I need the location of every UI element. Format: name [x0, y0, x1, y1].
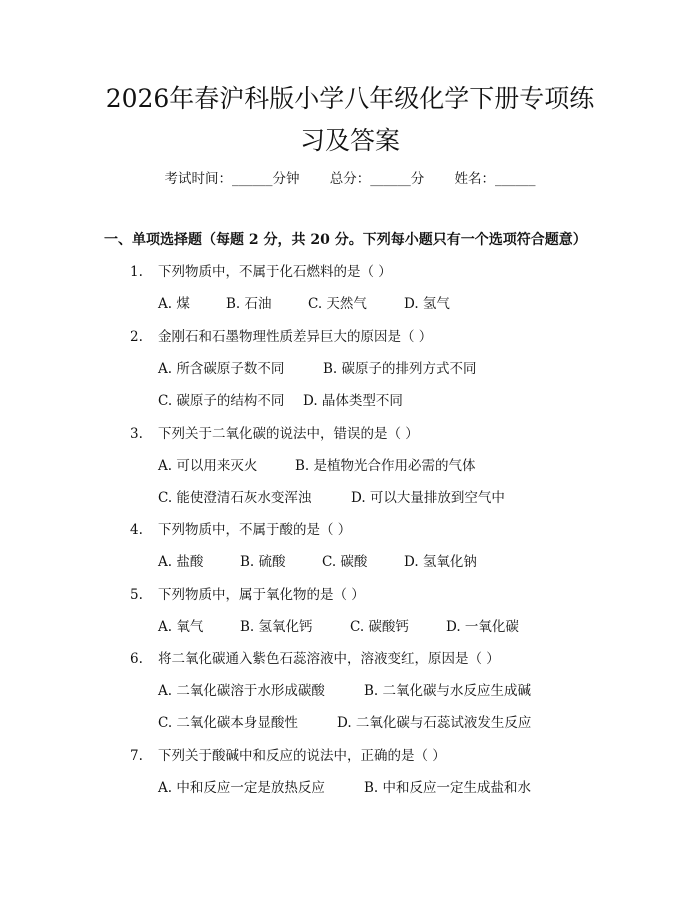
exam-score: 总分：______分 [329, 171, 425, 187]
option-b: B. 是植物光合作用必需的气体 [295, 458, 476, 474]
exam-time: 考试时间：______分钟 [164, 171, 300, 187]
question-text: 金刚石和石墨物理性质差异巨大的原因是（ ） [158, 329, 433, 345]
question-number: 5. [130, 587, 143, 603]
question-number: 7. [130, 748, 143, 764]
question-6-options-row-2 [158, 711, 531, 731]
option-d: D. 可以大量排放到空气中 [351, 490, 505, 506]
title-line-2: 习及答案 [299, 126, 400, 155]
section-heading: 一、单项选择题（每题 2 分，共 20 分。下列每小题只有一个选项符合题意） [104, 232, 587, 248]
question-4 [130, 518, 351, 538]
option-b: B. 硫酸 [240, 554, 286, 570]
option-a: A. 煤 [158, 296, 190, 312]
exam-info [0, 167, 700, 187]
option-c: C. 碳酸钙 [350, 619, 409, 635]
question-number: 1. [130, 264, 143, 280]
question-6-options-row-1 [158, 679, 531, 699]
question-1-options [158, 292, 450, 312]
question-text: 下列物质中，属于氧化物的是（ ） [158, 587, 365, 603]
student-name: 姓名：______ [454, 171, 536, 187]
question-3-options-row-1 [158, 454, 476, 474]
option-a: A. 可以用来灭火 [158, 458, 258, 474]
option-d: D. 晶体类型不同 [303, 393, 403, 409]
question-2-options-row-2 [158, 389, 403, 409]
option-d: D. 二氧化碳与石蕊试液发生反应 [337, 715, 532, 731]
question-5-options [158, 615, 519, 635]
question-5 [130, 583, 365, 603]
question-4-options [158, 550, 477, 570]
question-number: 3. [130, 426, 143, 442]
option-c: C. 碳酸 [322, 554, 368, 570]
question-1 [130, 260, 392, 280]
question-number: 2. [130, 329, 143, 345]
question-2-options-row-1 [158, 357, 477, 377]
option-b: B. 石油 [226, 296, 272, 312]
option-c: C. 二氧化碳本身显酸性 [158, 715, 298, 731]
question-7-options-row-1 [158, 776, 531, 796]
question-text: 下列物质中，不属于酸的是（ ） [158, 522, 352, 538]
option-a: A. 所含碳原子数不同 [158, 361, 285, 377]
option-d: D. 氢气 [404, 296, 450, 312]
question-3 [130, 422, 419, 442]
question-text: 下列物质中，不属于化石燃料的是（ ） [158, 264, 392, 280]
question-2 [130, 325, 432, 345]
option-c: C. 碳原子的结构不同 [158, 393, 285, 409]
option-a: A. 中和反应一定是放热反应 [158, 780, 325, 796]
option-d: D. 氢氧化钠 [404, 554, 477, 570]
question-6 [130, 647, 500, 667]
option-c: C. 天然气 [308, 296, 367, 312]
option-b: B. 氢氧化钙 [240, 619, 313, 635]
title-line-1: 2026年春沪科版小学八年级化学下册专项练 [105, 84, 595, 113]
question-text: 将二氧化碳通入紫色石蕊溶液中，溶液变红，原因是（ ） [158, 651, 500, 667]
question-text: 下列关于酸碱中和反应的说法中，正确的是（ ） [158, 748, 446, 764]
page-title [0, 78, 700, 162]
question-number: 4. [130, 522, 143, 538]
question-3-options-row-2 [158, 486, 505, 506]
option-a: A. 二氧化碳溶于水形成碳酸 [158, 683, 325, 699]
option-b: B. 碳原子的排列方式不同 [323, 361, 477, 377]
option-d: D. 一氧化碳 [446, 619, 519, 635]
question-text: 下列关于二氧化碳的说法中，错误的是（ ） [158, 426, 419, 442]
question-7 [130, 744, 446, 764]
option-a: A. 氧气 [158, 619, 204, 635]
option-b: B. 二氧化碳与水反应生成碱 [364, 683, 532, 699]
option-b: B. 中和反应一定生成盐和水 [364, 780, 532, 796]
question-number: 6. [130, 651, 143, 667]
option-a: A. 盐酸 [158, 554, 204, 570]
option-c: C. 能使澄清石灰水变浑浊 [158, 490, 312, 506]
